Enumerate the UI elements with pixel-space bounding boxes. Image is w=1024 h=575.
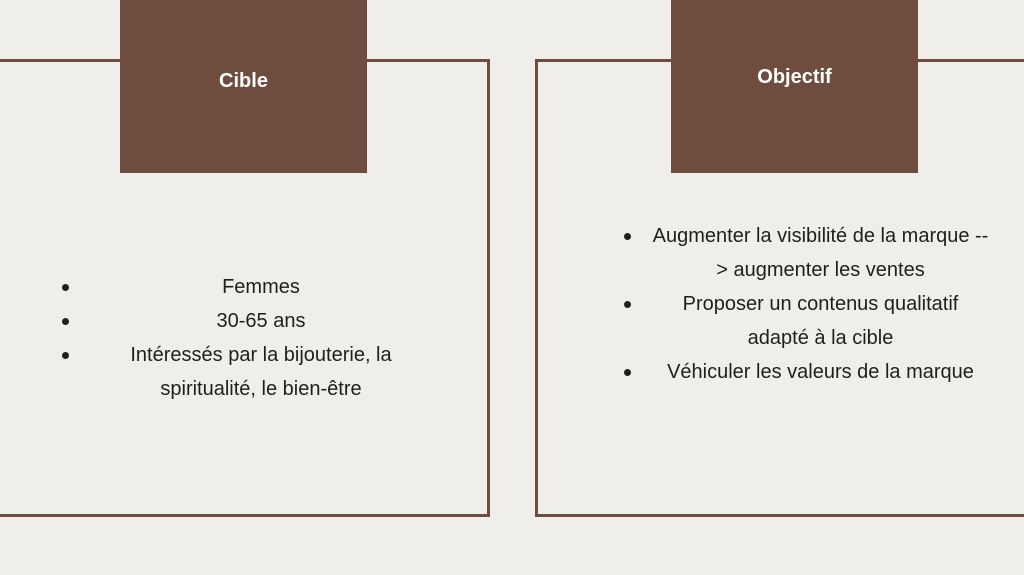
- objectif-header: [671, 0, 918, 173]
- objectif-list: [624, 219, 989, 389]
- cible-item-age: 30-65 ans: [62, 304, 432, 338]
- cible-item-femmes: Femmes: [62, 270, 432, 304]
- objectif-item-visibility: Augmenter la visibilité de la marque --> augmenter les ventes: [624, 219, 989, 287]
- objectif-title: Objectif: [757, 66, 832, 88]
- objectif-item-content: Proposer un contenus qualitatif adapté à la cible: [624, 287, 989, 355]
- cible-list: [62, 270, 432, 406]
- cible-item-interests: Intéressés par la bijouterie, la spiritualité, le bien-être: [62, 338, 432, 406]
- cible-title: Cible: [219, 70, 268, 92]
- objectif-item-values: Véhiculer les valeurs de la marque: [624, 355, 989, 389]
- cible-header: [120, 0, 367, 173]
